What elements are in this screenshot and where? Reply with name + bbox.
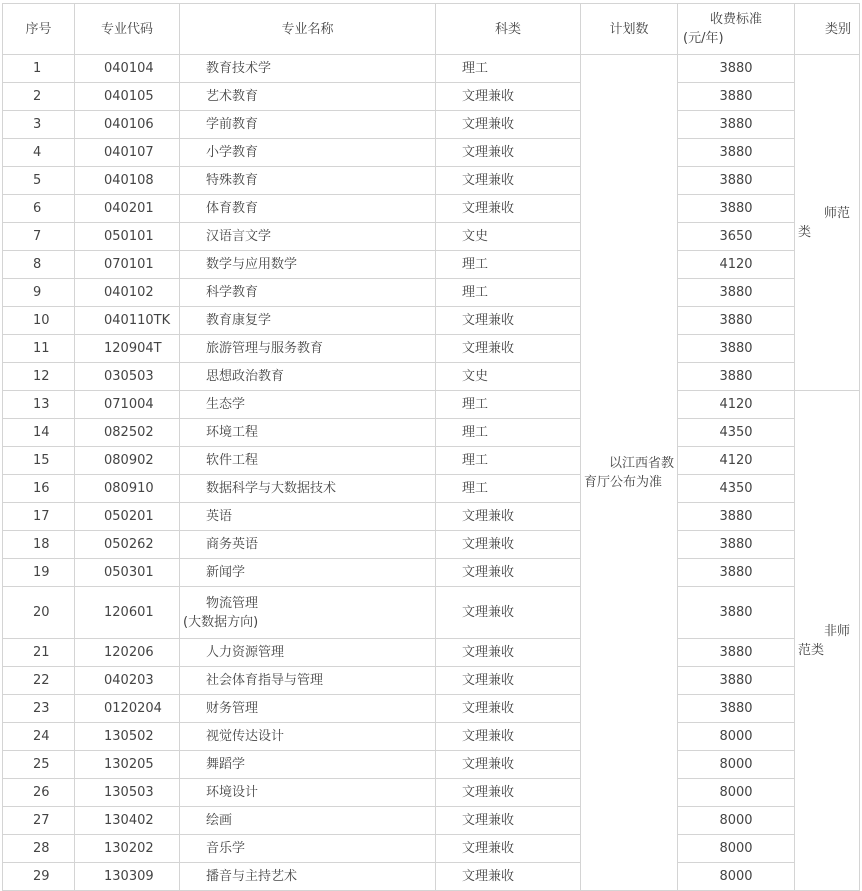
cell-fee: 3650 [678,223,795,251]
cell-seq: 29 [3,863,75,891]
header-category: 类别 [795,4,860,55]
cell-name: 英语 [180,503,436,531]
cell-type: 理工 [436,447,581,475]
cell-seq: 18 [3,531,75,559]
cell-code: 130402 [75,807,180,835]
table-row [3,807,860,835]
cell-seq: 16 [3,475,75,503]
cell-name: 音乐学 [180,835,436,863]
cell-seq: 7 [3,223,75,251]
table-row [3,751,860,779]
header-fee-line2: (元/年) [683,31,724,46]
cell-fee: 3880 [678,111,795,139]
cell-name: 商务英语 [180,531,436,559]
cell-seq: 11 [3,335,75,363]
cell-seq: 3 [3,111,75,139]
cell-fee: 3880 [678,639,795,667]
cell-fee: 4350 [678,419,795,447]
cell-fee: 3880 [678,55,795,83]
table-row [3,363,860,391]
cell-code: 130205 [75,751,180,779]
cell-type: 文理兼收 [436,559,581,587]
cell-name: 思想政治教育 [180,363,436,391]
cell-type: 文理兼收 [436,111,581,139]
cell-fee: 3880 [678,307,795,335]
cell-type: 理工 [436,279,581,307]
table-row [3,639,860,667]
cell-code: 130309 [75,863,180,891]
cell-type: 理工 [436,419,581,447]
cell-name: 汉语言文学 [180,223,436,251]
cell-name: 环境设计 [180,779,436,807]
table-row [3,335,860,363]
cell-type: 文理兼收 [436,195,581,223]
cell-seq: 1 [3,55,75,83]
header-fee [678,4,795,55]
cell-name: 生态学 [180,391,436,419]
cell-type: 文理兼收 [436,639,581,667]
table-row [3,279,860,307]
cell-name: 数据科学与大数据技术 [180,475,436,503]
cell-code: 040102 [75,279,180,307]
cell-code: 040105 [75,83,180,111]
cell-seq: 10 [3,307,75,335]
cell-code: 040201 [75,195,180,223]
cell-fee: 4120 [678,391,795,419]
cell-name: 特殊教育 [180,167,436,195]
header-seq: 序号 [3,4,75,55]
cell-code: 120904T [75,335,180,363]
cell-type: 理工 [436,391,581,419]
table-row [3,503,860,531]
cell-fee: 3880 [678,83,795,111]
header-name: 专业名称 [180,4,436,55]
cell-type: 文理兼收 [436,531,581,559]
cell-seq: 14 [3,419,75,447]
cell-code: 130503 [75,779,180,807]
cell-category-normal [795,55,860,391]
cell-fee: 4350 [678,475,795,503]
table-row [3,419,860,447]
cell-fee: 8000 [678,723,795,751]
cell-fee: 8000 [678,751,795,779]
cell-fee: 3880 [678,667,795,695]
cell-code: 130202 [75,835,180,863]
cell-type: 理工 [436,475,581,503]
cell-type: 文理兼收 [436,695,581,723]
cell-seq: 21 [3,639,75,667]
cell-fee: 8000 [678,807,795,835]
cell-code: 0120204 [75,695,180,723]
cell-code: 040104 [75,55,180,83]
cell-name [180,587,436,639]
cell-type: 文理兼收 [436,807,581,835]
header-type: 科类 [436,4,581,55]
cell-code: 082502 [75,419,180,447]
cell-fee: 4120 [678,447,795,475]
cell-name: 艺术教育 [180,83,436,111]
table-header-row [3,4,860,55]
cell-code: 040110TK [75,307,180,335]
cell-name-line2: (大数据方向) [183,614,259,630]
category-line1: 非师 [824,623,851,639]
cell-seq: 8 [3,251,75,279]
table-row [3,111,860,139]
cell-seq: 20 [3,587,75,639]
cell-seq: 22 [3,667,75,695]
cell-fee: 3880 [678,139,795,167]
table-row [3,139,860,167]
cell-name: 社会体育指导与管理 [180,667,436,695]
cell-fee: 3880 [678,335,795,363]
cell-name: 播音与主持艺术 [180,863,436,891]
cell-type: 文理兼收 [436,335,581,363]
cell-fee: 8000 [678,835,795,863]
cell-name: 舞蹈学 [180,751,436,779]
table-row [3,307,860,335]
table-row [3,695,860,723]
cell-fee: 3880 [678,503,795,531]
cell-type: 文理兼收 [436,83,581,111]
cell-fee: 3880 [678,167,795,195]
cell-plan-note [581,55,678,891]
header-fee-line1: 收费标准 [709,12,762,27]
table-row [3,779,860,807]
cell-code: 030503 [75,363,180,391]
table-row [3,559,860,587]
cell-type: 文理兼收 [436,779,581,807]
cell-seq: 15 [3,447,75,475]
cell-type: 文理兼收 [436,307,581,335]
cell-fee: 4120 [678,251,795,279]
cell-code: 071004 [75,391,180,419]
cell-code: 130502 [75,723,180,751]
cell-type: 文理兼收 [436,667,581,695]
table-row [3,667,860,695]
table-row [3,223,860,251]
cell-name: 软件工程 [180,447,436,475]
cell-name: 小学教育 [180,139,436,167]
table-row [3,835,860,863]
cell-seq: 27 [3,807,75,835]
cell-type: 文史 [436,363,581,391]
cell-seq: 25 [3,751,75,779]
cell-name: 教育康复学 [180,307,436,335]
cell-code: 080910 [75,475,180,503]
cell-code: 050201 [75,503,180,531]
cell-name: 教育技术学 [180,55,436,83]
cell-fee: 8000 [678,863,795,891]
table-row [3,391,860,419]
cell-name: 旅游管理与服务教育 [180,335,436,363]
cell-code: 070101 [75,251,180,279]
cell-seq: 12 [3,363,75,391]
cell-type: 理工 [436,55,581,83]
enrollment-table [2,3,860,891]
cell-name: 新闻学 [180,559,436,587]
cell-type: 文理兼收 [436,751,581,779]
cell-fee: 8000 [678,779,795,807]
cell-code: 080902 [75,447,180,475]
cell-seq: 23 [3,695,75,723]
cell-type: 文理兼收 [436,863,581,891]
table-row [3,251,860,279]
cell-seq: 9 [3,279,75,307]
cell-type: 文理兼收 [436,503,581,531]
cell-seq: 5 [3,167,75,195]
cell-type: 文理兼收 [436,139,581,167]
cell-fee: 3880 [678,279,795,307]
header-plan: 计划数 [581,4,678,55]
cell-code: 050301 [75,559,180,587]
table-row [3,167,860,195]
cell-name: 视觉传达设计 [180,723,436,751]
plan-note-line1: 以江西省教 [609,455,675,471]
cell-type: 文理兼收 [436,167,581,195]
cell-type: 文理兼收 [436,723,581,751]
cell-code: 120206 [75,639,180,667]
table-row [3,723,860,751]
header-code: 专业代码 [75,4,180,55]
cell-name-line1: 物流管理 [206,595,259,611]
cell-name: 数学与应用数学 [180,251,436,279]
cell-name: 学前教育 [180,111,436,139]
cell-code: 120601 [75,587,180,639]
cell-seq: 2 [3,83,75,111]
table-row [3,447,860,475]
cell-seq: 26 [3,779,75,807]
cell-fee: 3880 [678,531,795,559]
cell-code: 050262 [75,531,180,559]
category-line2: 类 [798,224,812,240]
category-line2: 范类 [798,642,825,658]
cell-name: 财务管理 [180,695,436,723]
cell-seq: 19 [3,559,75,587]
table-row [3,531,860,559]
cell-fee: 3880 [678,363,795,391]
table-row [3,475,860,503]
cell-fee: 3880 [678,587,795,639]
cell-type: 文理兼收 [436,835,581,863]
table-row [3,55,860,83]
category-line1: 师范 [824,205,851,221]
table-row [3,587,860,639]
cell-code: 040203 [75,667,180,695]
table-row [3,83,860,111]
cell-code: 050101 [75,223,180,251]
cell-code: 040107 [75,139,180,167]
cell-name: 科学教育 [180,279,436,307]
cell-seq: 17 [3,503,75,531]
cell-seq: 13 [3,391,75,419]
cell-seq: 28 [3,835,75,863]
cell-seq: 6 [3,195,75,223]
cell-fee: 3880 [678,195,795,223]
cell-name: 绘画 [180,807,436,835]
cell-seq: 4 [3,139,75,167]
cell-name: 体育教育 [180,195,436,223]
cell-name: 人力资源管理 [180,639,436,667]
cell-type: 理工 [436,251,581,279]
cell-seq: 24 [3,723,75,751]
cell-name: 环境工程 [180,419,436,447]
table-row [3,195,860,223]
plan-note-line2: 育厅公布为准 [584,474,663,490]
cell-code: 040106 [75,111,180,139]
table-row [3,863,860,891]
cell-category-non-normal [795,391,860,891]
cell-code: 040108 [75,167,180,195]
cell-type: 文史 [436,223,581,251]
cell-fee: 3880 [678,695,795,723]
cell-fee: 3880 [678,559,795,587]
cell-type: 文理兼收 [436,587,581,639]
